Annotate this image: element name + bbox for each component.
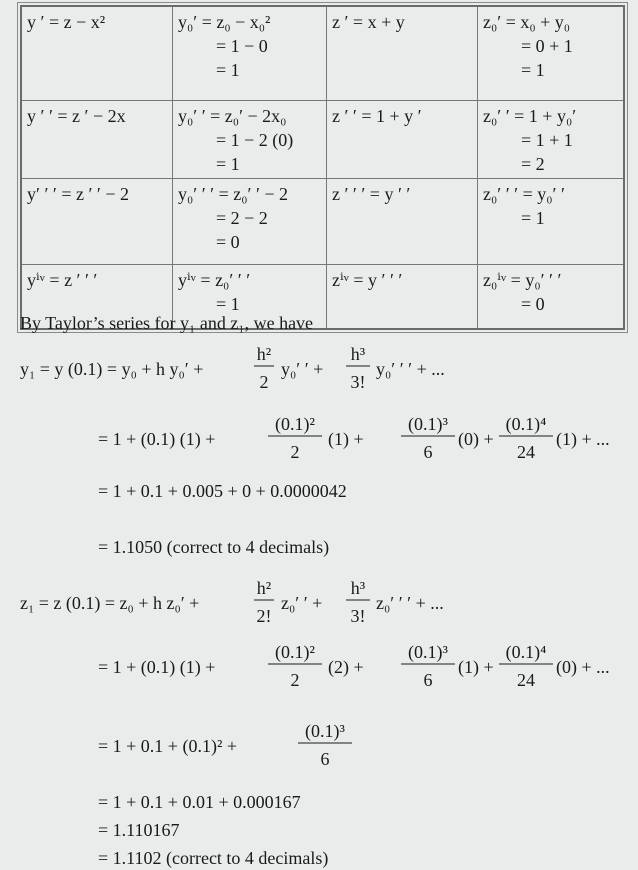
cell-line: = 0: [216, 232, 240, 252]
y2-b: (1) +: [328, 429, 364, 449]
z1-frac2-den: 3!: [350, 606, 366, 626]
z3-frac-den: 6: [320, 749, 330, 769]
z1-tail: z₀′ ′ ′ + ...: [376, 593, 444, 613]
z2-f2-den: 6: [423, 670, 433, 690]
y2-d: (1) + ...: [556, 429, 610, 449]
y2-f2-num: (0.1)³: [408, 414, 448, 434]
z2-f3-den: 24: [517, 670, 535, 690]
y1-lhs: y₁ = y (0.1) = y₀ + h y₀′ +: [20, 359, 204, 379]
z2-f2-num: (0.1)³: [408, 642, 448, 662]
y-series-line-4: = 1.1050 (correct to 4 decimals): [98, 537, 330, 557]
z1-frac1-den: 2!: [256, 606, 272, 626]
z2-a: = 1 + (0.1) (1) +: [98, 657, 216, 677]
cell-line: = 1 + 1: [521, 130, 573, 150]
z-series-line-4: = 1 + 0.1 + 0.01 + 0.000167: [98, 792, 301, 812]
y-series-line-3: = 1 + 0.1 + 0.005 + 0 + 0.0000042: [98, 481, 347, 501]
cell-line: = 1: [521, 208, 545, 228]
y2-f3-num: (0.1)⁴: [505, 414, 547, 434]
cell-line: = 0 + 1: [521, 36, 573, 56]
cell-line: z₀′ = x₀ + y₀: [483, 12, 571, 32]
y1-frac2-den: 3!: [350, 372, 366, 392]
z1-lhs: z₁ = z (0.1) = z₀ + h z₀′ +: [20, 593, 200, 613]
z-series-line-6: = 1.1102 (correct to 4 decimals): [98, 848, 329, 868]
cell-line: z ′ = x + y: [332, 12, 405, 32]
z3-frac-num: (0.1)³: [305, 721, 345, 741]
intro-sentence: By Taylor’s series for y₁ and z₁, we have: [20, 313, 314, 333]
cell-line: = 1: [216, 294, 240, 314]
cell-line: zⁱᵛ = y ′ ′ ′: [332, 270, 403, 290]
cell-line: y₀′ ′ = z₀′ − 2x₀: [178, 106, 287, 126]
z-series-line-2: [98, 642, 610, 690]
y2-c: (0) +: [458, 429, 494, 449]
z2-c: (1) +: [458, 657, 494, 677]
cell-line: z ′ ′ ′ = y ′ ′: [332, 184, 411, 204]
cell-line: yⁱᵛ = z ′ ′ ′: [27, 270, 98, 290]
z2-b: (2) +: [328, 657, 364, 677]
y2-f3-den: 24: [517, 442, 535, 462]
cell-line: y ′ ′ = z ′ − 2x: [27, 106, 126, 126]
cell-line: = 1: [216, 154, 240, 174]
z1-mid: z₀′ ′ +: [281, 593, 323, 613]
cell-line: = 0: [521, 294, 545, 314]
cell-line: = 2 − 2: [216, 208, 268, 228]
y1-frac1-den: 2: [259, 372, 269, 392]
cell-line: = 2: [521, 154, 545, 174]
y2-f2-den: 6: [423, 442, 433, 462]
cell-line: = 1 − 0: [216, 36, 268, 56]
y2-f1-num: (0.1)²: [275, 414, 315, 434]
y1-tail: y₀′ ′ ′ + ...: [376, 359, 445, 379]
z3-a: = 1 + 0.1 + (0.1)² +: [98, 736, 237, 756]
z-series-line-5: = 1.110167: [98, 820, 180, 840]
z-series-line-1: [20, 578, 444, 626]
cell-line: z₀′ ′ ′ = y₀′ ′: [483, 184, 565, 204]
z2-f3-num: (0.1)⁴: [505, 642, 547, 662]
z2-f1-den: 2: [290, 670, 300, 690]
y2-f1-den: 2: [290, 442, 300, 462]
cell-line: = 1: [216, 60, 240, 80]
cell-line: = 1 − 2 (0): [216, 130, 294, 150]
z1-frac2-num: h³: [350, 578, 366, 598]
cell-line: y′ ′ ′ = z ′ ′ − 2: [27, 184, 129, 204]
cell-line: y₀′ = z₀ − x₀²: [178, 12, 271, 32]
y1-mid: y₀′ ′ +: [281, 359, 324, 379]
z1-frac1-num: h²: [256, 578, 272, 598]
z-series-line-3: [98, 721, 352, 769]
cell-line: y₀′ ′ ′ = z₀′ ′ − 2: [178, 184, 289, 204]
y-series-line-1: [20, 344, 445, 392]
y1-frac1-num: h²: [256, 344, 272, 364]
cell-line: z ′ ′ = 1 + y ′: [332, 106, 422, 126]
y1-frac2-num: h³: [350, 344, 366, 364]
cell-line: y ′ = z − x²: [27, 12, 106, 32]
y2-a: = 1 + (0.1) (1) +: [98, 429, 216, 449]
cell-line: = 1: [521, 60, 545, 80]
z2-d: (0) + ...: [556, 657, 610, 677]
cell-line: z₀′ ′ = 1 + y₀′: [483, 106, 577, 126]
cell-line: z₀ⁱᵛ = y₀′ ′ ′: [483, 270, 562, 290]
cell-line: yⁱᵛ = z₀′ ′ ′: [178, 270, 251, 290]
y-series-line-2: [98, 414, 610, 462]
z2-f1-num: (0.1)²: [275, 642, 315, 662]
